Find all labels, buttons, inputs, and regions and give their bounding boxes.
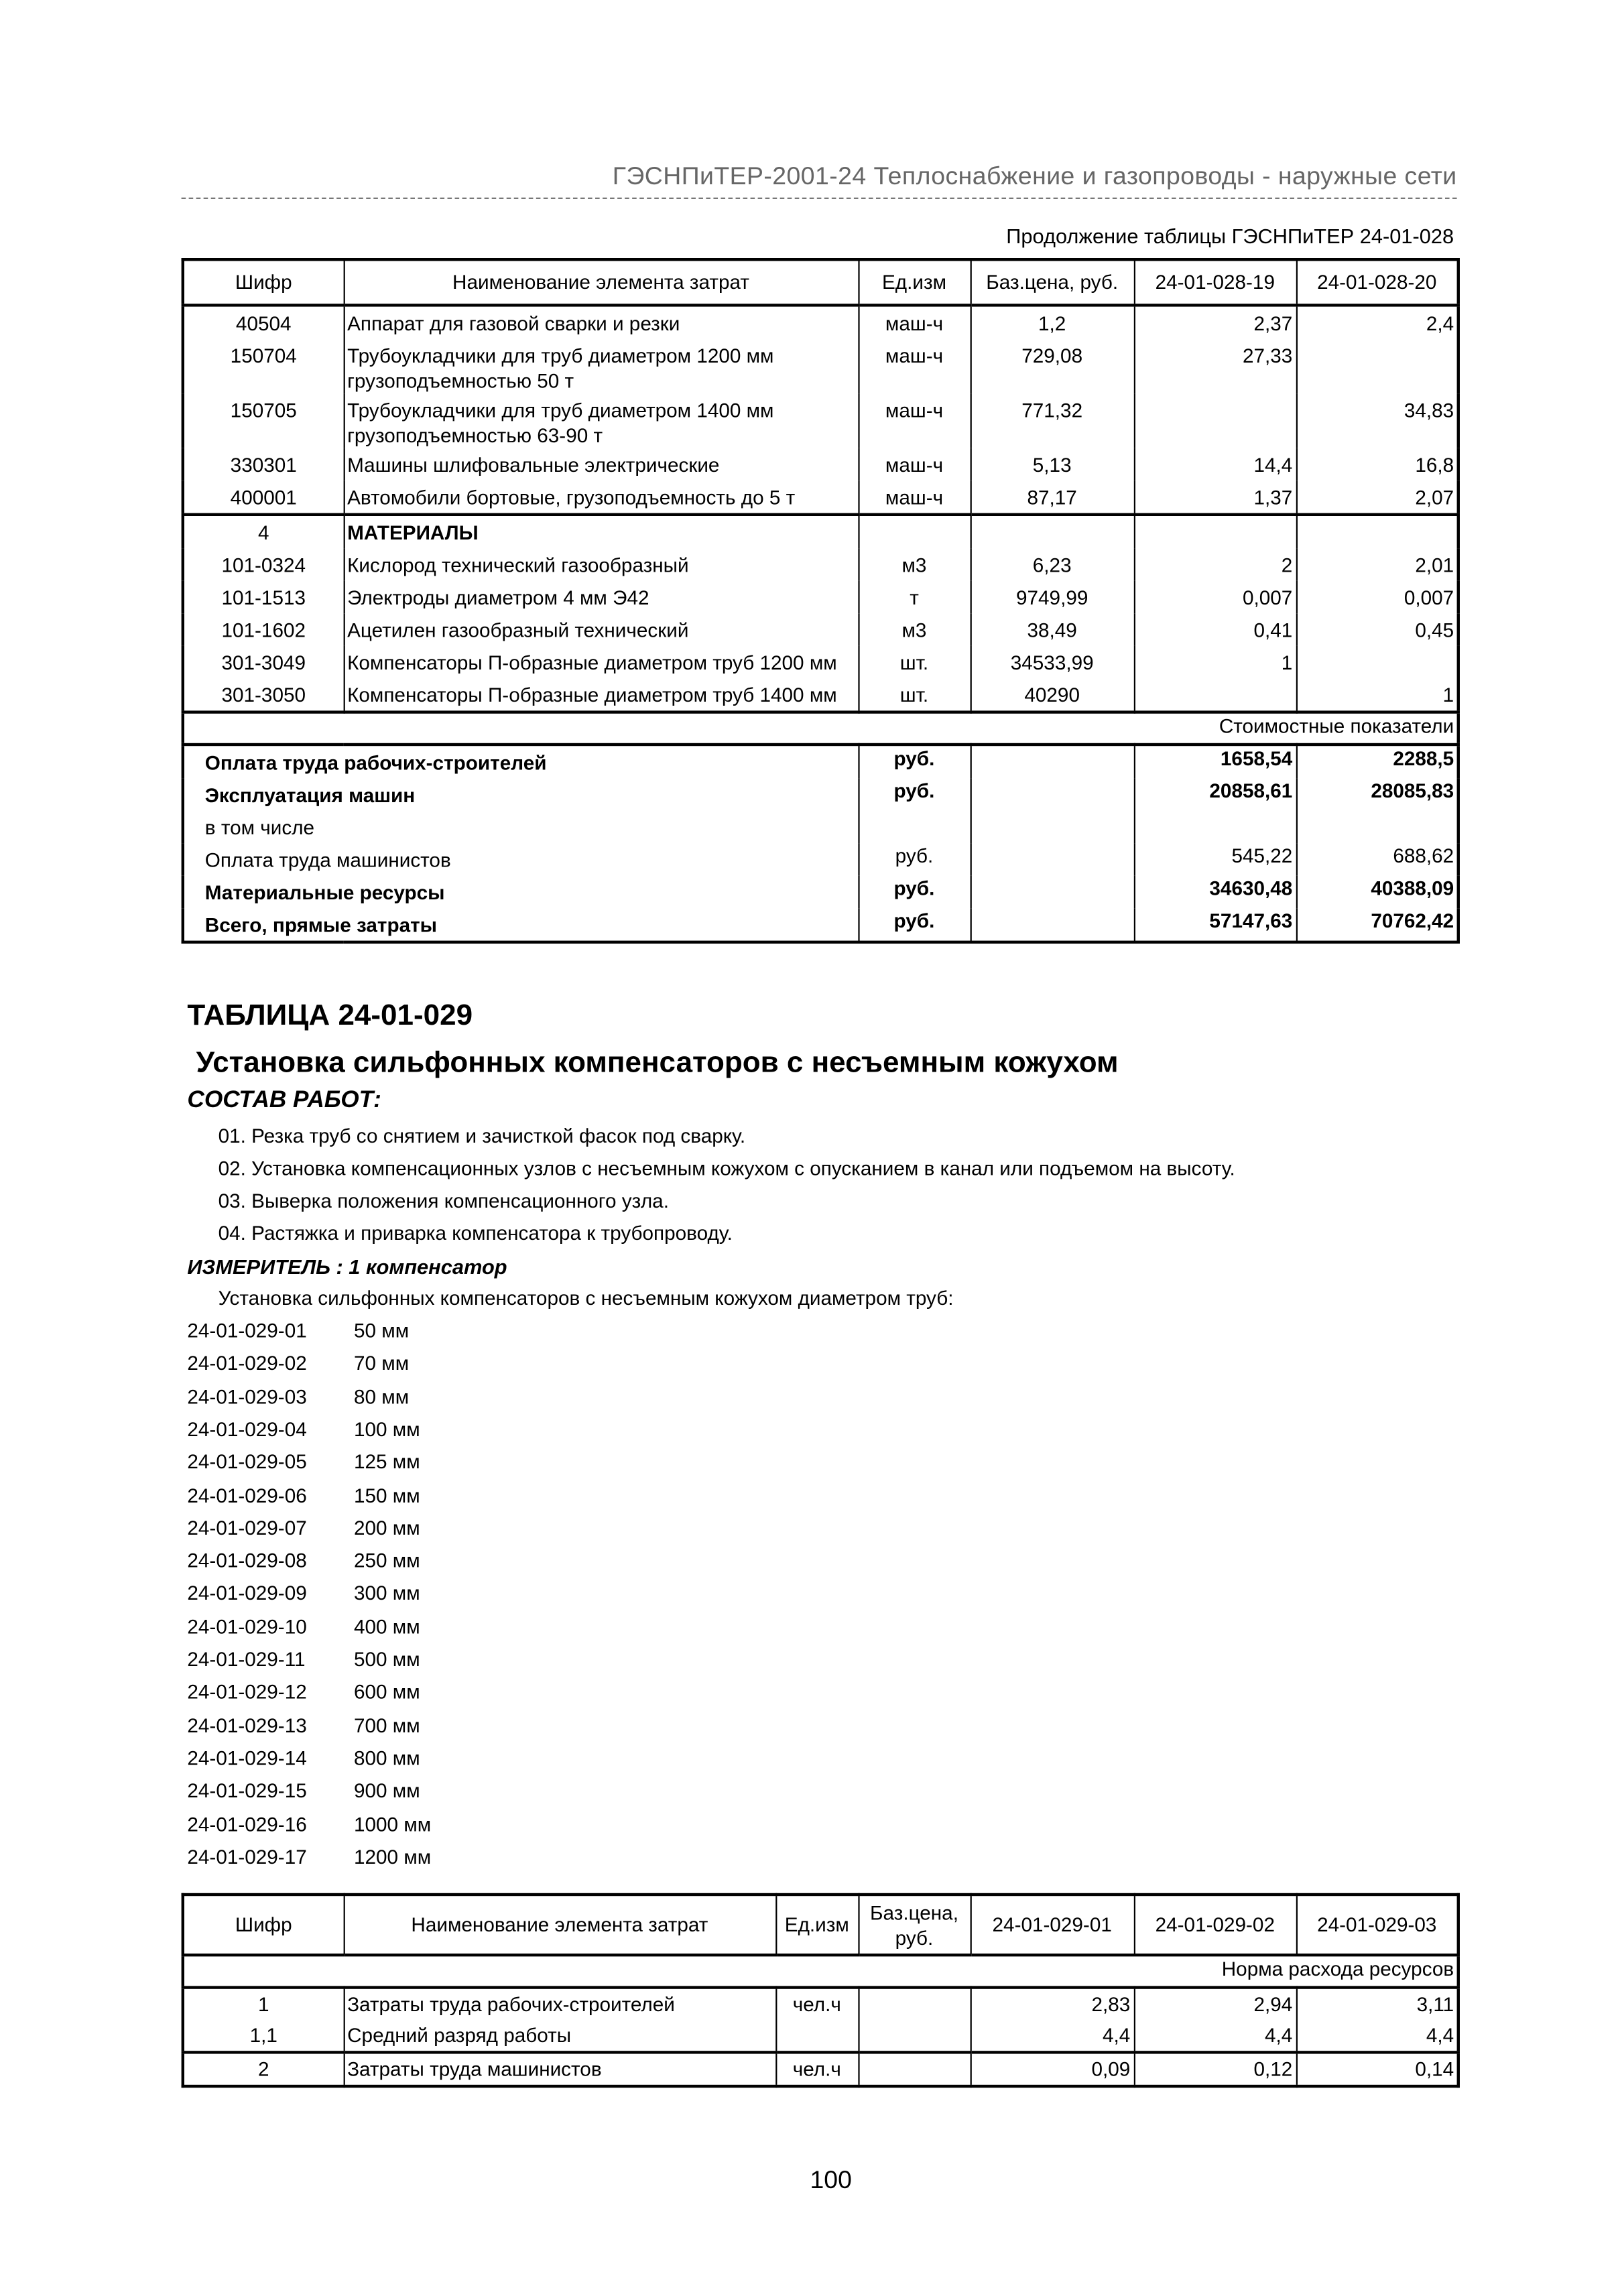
cost-cell-3: 20858,61: [1134, 779, 1296, 811]
item-diameter: 200 мм: [354, 1517, 420, 1539]
table-row: [183, 481, 1458, 515]
item-diameter: 600 мм: [354, 1681, 420, 1704]
cell-3: [971, 515, 1134, 549]
cell-2: чел.ч: [775, 2052, 858, 2086]
column-header: Шифр: [183, 259, 344, 305]
table-row: [183, 1988, 1458, 2020]
column-header: 24-01-029-01: [971, 1895, 1134, 1955]
table-row: [183, 548, 1458, 580]
cost-cell-1: руб.: [858, 908, 970, 942]
cell-5: 2,07: [1296, 481, 1458, 515]
cell-1: Компенсаторы П-образные диаметром труб 1400 мм: [344, 678, 859, 712]
cell-1: Электроды диаметром 4 мм Э42: [344, 581, 859, 613]
cell-1: Затраты труда рабочих-строителей: [344, 1988, 776, 2020]
column-header: 24-01-028-19: [1134, 259, 1296, 305]
cost-cell-4: 688,62: [1296, 843, 1458, 875]
cell-2: маш-ч: [858, 305, 970, 339]
page-number: 100: [810, 2165, 852, 2194]
item-code: 24-01-029-17: [187, 1845, 307, 1868]
cell-1: Трубоукладчики для труб диаметром 1200 мм грузоподъемностью 50 т: [344, 339, 859, 393]
cell-5: [1296, 515, 1458, 549]
item-code: 24-01-029-01: [187, 1320, 307, 1342]
cell-2: шт.: [858, 646, 970, 678]
item-diameter: 300 мм: [354, 1582, 420, 1605]
resource-table-24-01-029: [182, 1893, 1460, 2088]
cost-cell-4: [1296, 811, 1458, 843]
cell-1: Средний разряд работы: [344, 2020, 776, 2052]
cell-5: 4,4: [1134, 2020, 1296, 2052]
cell-2: маш-ч: [858, 448, 970, 481]
item-diameter: 125 мм: [354, 1451, 420, 1474]
cost-cell-2: [971, 843, 1134, 875]
cell-3: 771,32: [971, 393, 1134, 448]
table-row: [183, 678, 1458, 712]
cell-3: [858, 2020, 970, 2052]
item-code: 24-01-029-11: [187, 1648, 306, 1671]
cost-cell-2: [971, 779, 1134, 811]
column-header: Наименование элемента затрат: [344, 259, 859, 305]
cell-5: 0,45: [1296, 613, 1458, 645]
cell-3: 1,2: [971, 305, 1134, 339]
item-code: 24-01-029-16: [187, 1812, 307, 1835]
table-row: [183, 339, 1458, 393]
cost-cell-1: [858, 811, 970, 843]
cell-4: 2,83: [971, 1988, 1134, 2020]
cost-label: Материальные ресурсы: [204, 881, 445, 904]
cell-0: 301-3050: [221, 684, 306, 706]
cell-1: Машины шлифовальные электрические: [344, 448, 859, 481]
cell-2: м3: [858, 548, 970, 580]
item-code: 24-01-029-15: [187, 1779, 307, 1802]
item-diameter: 70 мм: [354, 1352, 410, 1375]
cost-cell-2: [971, 908, 1134, 942]
cell-2: маш-ч: [858, 339, 970, 393]
cell-1: Ацетилен газообразный технический: [344, 613, 859, 645]
table-header-row: [183, 259, 1458, 305]
item-diameter: 80 мм: [354, 1385, 410, 1408]
cost-cell-3: 57147,63: [1134, 908, 1296, 942]
cost-cell-2: [971, 745, 1134, 779]
cost-cell-3: 34630,48: [1134, 876, 1296, 908]
cost-row: [183, 908, 1458, 942]
item-diameter: 50 мм: [354, 1320, 410, 1342]
cell-2: шт.: [858, 678, 970, 712]
item-code: 24-01-029-06: [187, 1484, 307, 1507]
meter-unit: ИЗМЕРИТЕЛЬ : 1 компенсатор: [187, 1255, 507, 1279]
item-diameter: 1200 мм: [354, 1845, 432, 1868]
cell-1: Аппарат для газовой сварки и резки: [344, 305, 859, 339]
cell-1: Затраты труда машинистов: [344, 2052, 776, 2086]
cell-2: маш-ч: [858, 481, 970, 515]
cell-4: 1,37: [1134, 481, 1296, 515]
cell-4: 0,09: [971, 2052, 1134, 2086]
column-header: Ед.изм: [775, 1895, 858, 1955]
norm-caption: Норма расхода ресурсов: [183, 1955, 1458, 1987]
item-code: 24-01-029-12: [187, 1681, 307, 1704]
column-header: Шифр: [183, 1895, 344, 1955]
cell-6: 3,11: [1296, 1988, 1458, 2020]
cell-0: 1: [257, 1993, 269, 2016]
cell-0: 301-3049: [221, 651, 306, 674]
cell-0: 101-1513: [221, 586, 306, 609]
cost-caption: Стоимостные показатели: [183, 712, 1458, 745]
cell-5: 16,8: [1296, 448, 1458, 481]
table-row: [183, 613, 1458, 645]
cost-cell-4: 2288,5: [1296, 745, 1458, 779]
cost-cell-3: 545,22: [1134, 843, 1296, 875]
cell-4: 27,33: [1134, 339, 1296, 393]
cost-cell-4: 70762,42: [1296, 908, 1458, 942]
item-code: 24-01-029-09: [187, 1582, 307, 1605]
table-subtitle: Установка сильфонных компенсаторов с несъемным кожухом: [196, 1047, 1119, 1080]
cell-2: м3: [858, 613, 970, 645]
table-row: [183, 2052, 1458, 2086]
table-row: [183, 393, 1458, 448]
cell-4: 2: [1134, 548, 1296, 580]
item-code: 24-01-029-13: [187, 1714, 307, 1736]
cell-3: 38,49: [971, 613, 1134, 645]
cell-2: маш-ч: [858, 393, 970, 448]
column-header: 24-01-029-02: [1134, 1895, 1296, 1955]
item-diameter: 150 мм: [354, 1484, 420, 1507]
cost-cell-1: руб.: [858, 745, 970, 779]
cost-row: [183, 811, 1458, 843]
cell-4: [1134, 515, 1296, 549]
works-heading: СОСТАВ РАБОТ:: [187, 1088, 381, 1113]
cost-cell-3: 1658,54: [1134, 745, 1296, 779]
cell-4: 4,4: [971, 2020, 1134, 2052]
cell-3: 729,08: [971, 339, 1134, 393]
cell-1: МАТЕРИАЛЫ: [344, 515, 859, 549]
norm-caption-row: [183, 1955, 1458, 1987]
cell-5: [1296, 339, 1458, 393]
table-title: ТАБЛИЦА 24-01-029: [187, 999, 473, 1032]
cell-4: 1: [1134, 646, 1296, 678]
item-diameter: 700 мм: [354, 1714, 420, 1736]
cost-row: [183, 779, 1458, 811]
cell-5: 1: [1296, 678, 1458, 712]
item-diameter: 1000 мм: [354, 1812, 432, 1835]
running-header: ГЭСНПиТЕР-2001-24 Теплоснабжение и газопроводы - наружные сети: [612, 162, 1457, 190]
cost-label: в том числе: [204, 816, 315, 839]
cost-row: [183, 843, 1458, 875]
cell-4: 14,4: [1134, 448, 1296, 481]
cell-5: 0,007: [1296, 581, 1458, 613]
cell-0: 101-1602: [221, 619, 306, 641]
cell-4: 0,41: [1134, 613, 1296, 645]
cost-row: [183, 745, 1458, 779]
column-header: Ед.изм: [858, 259, 970, 305]
cost-cell-4: 40388,09: [1296, 876, 1458, 908]
table-row: [183, 515, 1458, 549]
cell-0: 4: [183, 515, 344, 549]
cell-3: 34533,99: [971, 646, 1134, 678]
item-code: 24-01-029-14: [187, 1746, 307, 1769]
cell-1: Трубоукладчики для труб диаметром 1400 мм грузоподъемностью 63-90 т: [344, 393, 859, 448]
header-divider: [182, 198, 1457, 199]
cell-5: 2,01: [1296, 548, 1458, 580]
cell-0: 150705: [230, 399, 297, 422]
cell-5: [1296, 646, 1458, 678]
cell-0: 1,1: [249, 2024, 277, 2047]
cell-3: 87,17: [971, 481, 1134, 515]
table-row: [183, 305, 1458, 339]
table-row: [183, 581, 1458, 613]
item-code: 24-01-029-02: [187, 1352, 307, 1375]
items-intro: Установка сильфонных компенсаторов с несъемным кожухом диаметром труб:: [218, 1287, 954, 1310]
cost-cell-1: руб.: [858, 876, 970, 908]
cost-cell-2: [971, 811, 1134, 843]
work-step: 02. Установка компенсационных узлов с несъемным кожухом с опусканием в канал или подъемом на высоту.: [218, 1157, 1235, 1179]
cost-label: Оплата труда машинистов: [204, 849, 451, 872]
cost-cell-1: руб.: [858, 779, 970, 811]
cell-0: 2: [183, 2052, 344, 2086]
cost-cell-4: 28085,83: [1296, 779, 1458, 811]
cell-4: [1134, 393, 1296, 448]
cell-2: [858, 515, 970, 549]
item-diameter: 800 мм: [354, 1746, 420, 1769]
cell-3: 40290: [971, 678, 1134, 712]
cell-2: [775, 2020, 858, 2052]
cell-3: 6,23: [971, 548, 1134, 580]
cell-2: чел.ч: [775, 1988, 858, 2020]
item-code: 24-01-029-03: [187, 1385, 307, 1408]
cell-2: т: [858, 581, 970, 613]
cell-0: 400001: [230, 487, 297, 509]
cost-label: Оплата труда рабочих-строителей: [204, 752, 547, 774]
cell-3: [858, 2052, 970, 2086]
cell-4: [1134, 678, 1296, 712]
cell-1: Автомобили бортовые, грузоподъемность до 5 т: [344, 481, 859, 515]
cell-1: Компенсаторы П-образные диаметром труб 1200 мм: [344, 646, 859, 678]
item-diameter: 250 мм: [354, 1549, 420, 1572]
cell-4: 0,007: [1134, 581, 1296, 613]
table-header-row: [183, 1895, 1458, 1955]
cost-cell-3: [1134, 811, 1296, 843]
resource-table-24-01-028: [182, 258, 1460, 944]
table-row: [183, 448, 1458, 481]
cost-label: Всего, прямые затраты: [204, 914, 438, 936]
cell-5: 2,4: [1296, 305, 1458, 339]
column-header: 24-01-028-20: [1296, 259, 1458, 305]
table-row: [183, 2020, 1458, 2052]
work-step: 04. Растяжка и приварка компенсатора к трубопроводу.: [218, 1222, 733, 1245]
cost-row: [183, 876, 1458, 908]
item-code: 24-01-029-10: [187, 1615, 307, 1638]
cell-0: 330301: [230, 454, 297, 476]
item-diameter: 400 мм: [354, 1615, 420, 1638]
cell-3: 9749,99: [971, 581, 1134, 613]
cell-3: [858, 1988, 970, 2020]
cell-6: 0,14: [1296, 2052, 1458, 2086]
table-continuation-caption: Продолжение таблицы ГЭСНПиТЕР 24-01-028: [1006, 224, 1454, 248]
cell-4: 2,37: [1134, 305, 1296, 339]
item-diameter: 100 мм: [354, 1418, 420, 1441]
cost-cell-2: [971, 876, 1134, 908]
work-step: 03. Выверка положения компенсационного узла.: [218, 1190, 669, 1212]
cell-3: 5,13: [971, 448, 1134, 481]
cell-5: 0,12: [1134, 2052, 1296, 2086]
column-header: Наименование элемента затрат: [344, 1895, 776, 1955]
cost-cell-1: руб.: [858, 843, 970, 875]
cell-0: 40504: [235, 312, 292, 335]
item-code: 24-01-029-05: [187, 1451, 307, 1474]
work-step: 01. Резка труб со снятием и зачисткой фасок под сварку.: [218, 1125, 746, 1147]
cell-5: 34,83: [1296, 393, 1458, 448]
item-diameter: 900 мм: [354, 1779, 420, 1802]
cost-label: Эксплуатация машин: [204, 784, 416, 807]
item-diameter: 500 мм: [354, 1648, 420, 1671]
cell-5: 2,94: [1134, 1988, 1296, 2020]
cell-1: Кислород технический газообразный: [344, 548, 859, 580]
cell-0: 101-0324: [221, 554, 306, 577]
column-header: 24-01-029-03: [1296, 1895, 1458, 1955]
item-code: 24-01-029-07: [187, 1517, 307, 1539]
cost-caption-row: [183, 712, 1458, 745]
table-row: [183, 646, 1458, 678]
column-header: Баз.цена, руб.: [858, 1895, 970, 1955]
item-code: 24-01-029-04: [187, 1418, 307, 1441]
cell-0: 150704: [230, 344, 297, 367]
column-header: Баз.цена, руб.: [971, 259, 1134, 305]
cell-6: 4,4: [1296, 2020, 1458, 2052]
item-code: 24-01-029-08: [187, 1549, 307, 1572]
